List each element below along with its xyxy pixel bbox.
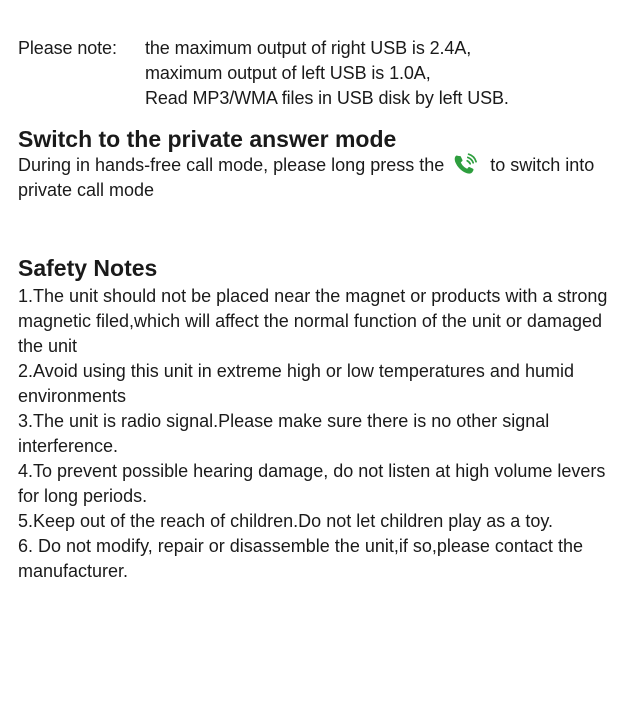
safety-item-magnet: 1.The unit should not be placed near the magnet or products with a strong magnetic filed,which will affect the normal function of the unit or damaged the unit xyxy=(18,286,608,356)
safety-item-temperature: 2.Avoid using this unit in extreme high or low temperatures and humid environments xyxy=(18,361,574,406)
usb-note-line-left: maximum output of left USB is 1.0A, xyxy=(145,63,431,83)
manual-page xyxy=(18,36,630,584)
safety-item-children: 5.Keep out of the reach of children.Do not let children play as a toy. xyxy=(18,511,553,531)
safety-item-hearing: 4.To prevent possible hearing damage, do not listen at high volume levers for long periods. xyxy=(18,461,606,506)
phone-call-icon xyxy=(452,153,480,177)
safety-section xyxy=(18,255,630,584)
usb-note-line-right: the maximum output of right USB is 2.4A, xyxy=(145,38,472,58)
usb-note-label: Please note: xyxy=(18,38,117,58)
safety-item-modify: 6. Do not modify, repair or disassemble the unit,if so,please contact the manufacturer. xyxy=(18,536,583,581)
safety-item-radio: 3.The unit is radio signal.Please make sure there is no other signal interference. xyxy=(18,411,550,456)
private-mode-text-before: During in hands-free call mode, please long press the xyxy=(18,155,445,175)
safety-title: Safety Notes xyxy=(18,255,158,281)
private-mode-title: Switch to the private answer mode xyxy=(18,126,397,152)
safety-list xyxy=(18,284,630,584)
usb-note-lines xyxy=(145,36,630,111)
usb-note xyxy=(18,36,630,111)
private-mode-section xyxy=(18,126,630,203)
private-mode-text xyxy=(18,153,630,203)
private-mode-text-after: to switch into private call mode xyxy=(18,155,595,200)
usb-note-line-read: Read MP3/WMA files in USB disk by left USB. xyxy=(145,88,509,108)
